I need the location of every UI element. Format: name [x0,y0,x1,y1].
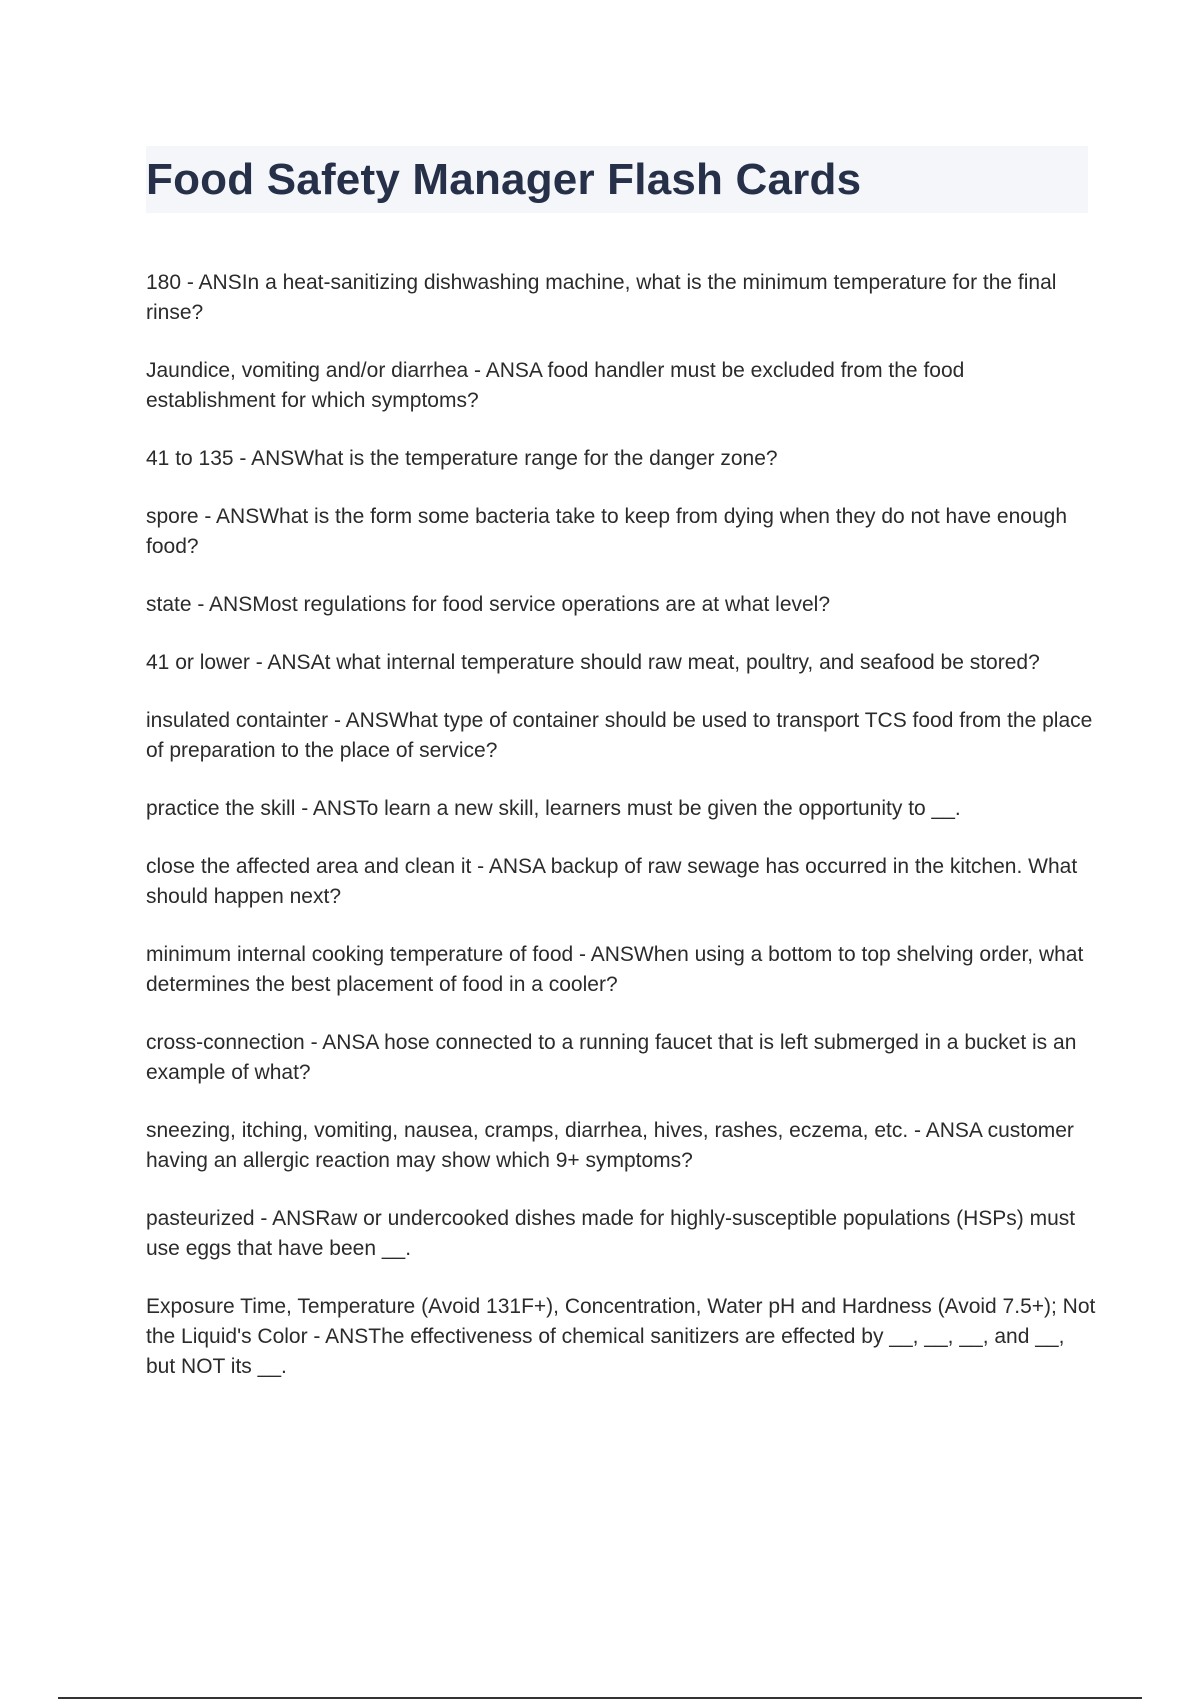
flash-card: pasteurized - ANSRaw or undercooked dishes made for highly-susceptible populations (HSPs) must use eggs that have been __. [146,1207,1076,1260]
flash-card: close the affected area and clean it - ANSA backup of raw sewage has occurred in the kitchen. What should happen next? [146,855,1078,908]
flash-card: Jaundice, vomiting and/or diarrhea - ANSA food handler must be excluded from the food establishment for which symptoms? [146,359,965,412]
flash-card: minimum internal cooking temperature of food - ANSWhen using a bottom to top shelving order, what determines the best placement of food in a cooler? [146,943,1084,996]
title-banner [146,146,1088,213]
flash-card: Exposure Time, Temperature (Avoid 131F+), Concentration, Water pH and Hardness (Avoid 7.5+); Not the Liquid's Color - ANSThe effectiveness of chemical sanitizers are effected by __, __, __, and __, but NOT its __. [146,1295,1096,1378]
flash-card: 41 to 135 - ANSWhat is the temperature range for the danger zone? [146,447,778,470]
flash-card: spore - ANSWhat is the form some bacteria take to keep from dying when they do not have enough food? [146,505,1068,558]
flash-card-list [146,268,1096,1410]
flash-card: state - ANSMost regulations for food service operations are at what level? [146,593,831,616]
flash-card: 41 or lower - ANSAt what internal temperature should raw meat, poultry, and seafood be stored? [146,651,1040,674]
flash-card: cross-connection - ANSA hose connected to a running faucet that is left submerged in a bucket is an example of what? [146,1031,1077,1084]
footer-divider [58,1697,1142,1699]
flash-card: insulated containter - ANSWhat type of container should be used to transport TCS food from the place of preparation to the place of service? [146,709,1093,762]
page-title: Food Safety Manager Flash Cards [146,155,862,204]
flash-card: 180 - ANSIn a heat-sanitizing dishwashing machine, what is the minimum temperature for the final rinse? [146,271,1057,324]
flash-card: sneezing, itching, vomiting, nausea, cramps, diarrhea, hives, rashes, eczema, etc. - ANSA customer having an allergic reaction may show which 9+ symptoms? [146,1119,1074,1172]
flash-card: practice the skill - ANSTo learn a new skill, learners must be given the opportunity to __. [146,797,961,820]
